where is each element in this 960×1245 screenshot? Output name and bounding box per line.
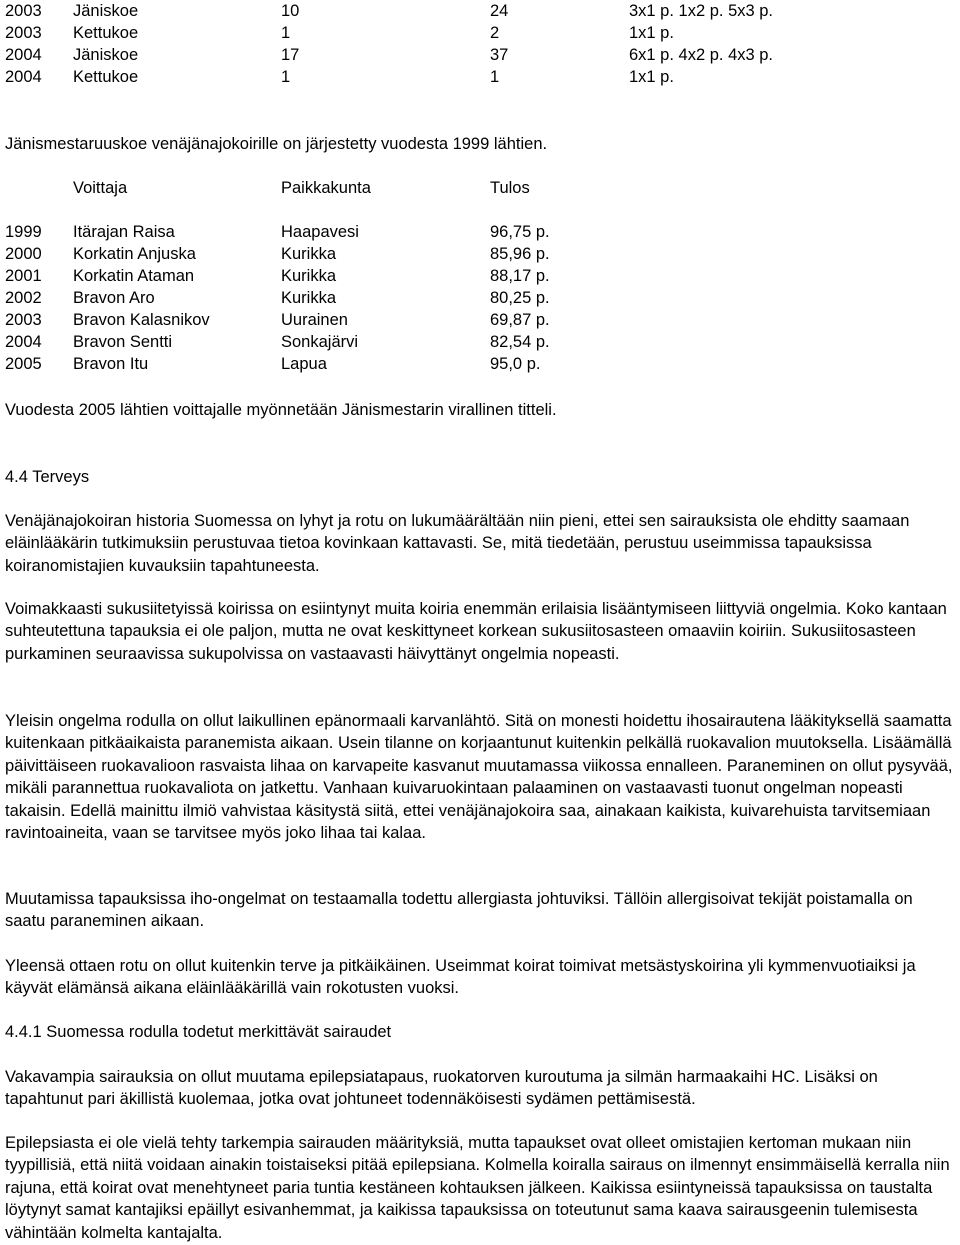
trial-cell: Jäniskoe [73, 46, 139, 64]
table-row [5, 22, 955, 44]
place-cell: Uurainen [281, 311, 348, 329]
winner-cell: Korkatin Anjuska [73, 245, 196, 263]
title-note: Vuodesta 2005 lähtien voittajalle myönnetään Jänismestarin virallinen titteli. [5, 401, 557, 419]
winner-cell: Itärajan Raisa [73, 223, 175, 241]
trial-cell: Kettukoe [73, 24, 139, 42]
subsection-heading: 4.4.1 Suomessa rodulla todetut merkittävät sairaudet [5, 1023, 392, 1041]
paragraph: Voimakkaasti sukusiitetyissä koirissa on esiintynyt muita koiria enemmän erilaisia lisääntymiseen liittyviä ongelmia. Koko kantaan suhteutettuna tapauksia ei ole paljon, mutta ne ovat keskittyneet korkean sukusiitosasteen omaaviin koiriin. Sukusiitosasteen purkaminen seuraavissa sukupolvissa on vastaavasti häivyttänyt ongelmia nopeasti. [5, 600, 947, 663]
year-cell: 2001 [5, 267, 42, 285]
paragraph: Venäjänajokoiran historia Suomessa on lyhyt ja rotu on lukumäärältään niin pieni, ettei sen sairauksista ole ehditty saamaan eläinlääkärin tutkimuksiin perustuvaa tietoa kovinkaan kattavasti. Se, mitä tiedetään, perustuu useimmissa tapauksissa koiranomistajien kuvauksiin tapahtuneesta. [5, 512, 910, 575]
count-cell: 24 [490, 2, 509, 20]
table-row [5, 353, 955, 375]
winners-table [5, 177, 955, 375]
place-cell: Kurikka [281, 267, 337, 285]
winner-cell: Bravon Sentti [73, 333, 173, 351]
winner-cell: Bravon Aro [73, 289, 155, 307]
year-cell: 2004 [5, 46, 42, 64]
column-header-place: Paikkakunta [281, 179, 371, 197]
year-cell: 2003 [5, 24, 42, 42]
paragraph: Muutamissa tapauksissa iho-ongelmat on testaamalla todettu allergiasta johtuviksi. Tällöin allergisoivat tekijät poistamalla on saatu paraneminen aikaan. [5, 890, 913, 931]
count-cell: 1 [281, 68, 291, 86]
year-cell: 2002 [5, 289, 42, 307]
table-row [5, 309, 955, 331]
awards-cell: 1x1 p. [629, 68, 674, 86]
year-cell: 2004 [5, 68, 42, 86]
result-cell: 85,96 p. [490, 245, 550, 263]
table-row [5, 331, 955, 353]
place-cell: Haapavesi [281, 223, 359, 241]
paragraph: Yleisin ongelma rodulla on ollut laikullinen epänormaali karvanlähtö. Sitä on monesti hoidettu ihosairautena lääkityksellä saamatta kuitenkaan pitkäaikaista paranemista aikaan. Usein tilanne on korjaantunut kuitenkin pelkällä ruokavalion muutoksella. Lisäämällä päivittäiseen ruokavalioon rasvaista lihaa on karvapeite kasvanut muutamassa viikossa ennalleen. Paraneminen on ollut pysyvää, mikäli parannettua ruokavaliota on jatkettu. Vanhaan kuivaruokintaan palaaminen on vastaavasti tuonut ongelman nopeasti takaisin. Edellä mainittu ilmiö vahvistaa käsitystä siitä, ettei venäjänajokoira saa, ainakaan kaikista, kuivarehuista tarvitsemiaan ravintoaineita, vaan se tarvitsee myös joko lihaa tai kalaa. [5, 712, 953, 843]
table-row [5, 0, 955, 22]
table-row [5, 221, 955, 243]
result-cell: 82,54 p. [490, 333, 550, 351]
year-cell: 2004 [5, 333, 42, 351]
table-row [5, 243, 955, 265]
winner-cell: Bravon Kalasnikov [73, 311, 210, 329]
place-cell: Kurikka [281, 289, 337, 307]
place-cell: Kurikka [281, 245, 337, 263]
year-cell: 2003 [5, 2, 42, 20]
place-cell: Lapua [281, 355, 327, 373]
awards-cell: 3x1 p. 1x2 p. 5x3 p. [629, 2, 774, 20]
count-cell: 10 [281, 2, 300, 20]
trial-cell: Kettukoe [73, 68, 139, 86]
result-cell: 88,17 p. [490, 267, 550, 285]
awards-cell: 6x1 p. 4x2 p. 4x3 p. [629, 46, 774, 64]
winner-cell: Bravon Itu [73, 355, 149, 373]
section-heading: 4.4 Terveys [5, 468, 90, 486]
table-row [5, 66, 955, 88]
count-cell: 37 [490, 46, 509, 64]
count-cell: 1 [281, 24, 291, 42]
table-row [5, 44, 955, 66]
result-cell: 96,75 p. [490, 223, 550, 241]
table-row [5, 287, 955, 309]
count-cell: 2 [490, 24, 500, 42]
result-cell: 80,25 p. [490, 289, 550, 307]
table-row [5, 265, 955, 287]
year-cell: 2005 [5, 355, 42, 373]
championship-intro: Jänismestaruuskoe venäjänajokoirille on järjestetty vuodesta 1999 lähtien. [5, 135, 548, 153]
paragraph: Yleensä ottaen rotu on ollut kuitenkin terve ja pitkäikäinen. Useimmat koirat toimivat metsästyskoirina yli kymmenvuotiaiksi ja käyvät elämänsä aikana eläinlääkärillä vain rokotusten vuoksi. [5, 957, 916, 998]
year-cell: 2003 [5, 311, 42, 329]
trial-cell: Jäniskoe [73, 2, 139, 20]
table-header [5, 177, 955, 199]
year-cell: 2000 [5, 245, 42, 263]
trial-results-table [5, 0, 955, 88]
awards-cell: 1x1 p. [629, 24, 674, 42]
year-cell: 1999 [5, 223, 42, 241]
paragraph: Epilepsiasta ei ole vielä tehty tarkempia sairauden määrityksiä, mutta tapaukset ovat olleet omistajien kertoman mukaan niin tyypillisiä, että niitä voidaan ainakin toistaiseksi pitää epilepsiana. Kolmella koiralla sairaus on ilmennyt ensimmäisellä kerralla niin rajuna, että koirat ovat menehtyneet paria tuntia kestäneen kohtauksen jälkeen. Kaikissa esiintyneissä tapauksissa on taustalta löytynyt samat kantajiksi epäillyt esivanhemmat, ja kaikissa tapauksissa on toteutunut sama kaava sairausgeenin tulemisesta vähintään kolmelta kantajalta. [5, 1134, 950, 1242]
paragraph: Vakavampia sairauksia on ollut muutama epilepsiatapaus, ruokatorven kuroutuma ja silmän harmaakaihi HC. Lisäksi on tapahtunut pari äkillistä kuolemaa, jotka ovat johtuneet todennäköisesti sydämen pettämisestä. [5, 1068, 878, 1109]
result-cell: 69,87 p. [490, 311, 550, 329]
column-header-result: Tulos [490, 179, 530, 197]
count-cell: 17 [281, 46, 300, 64]
place-cell: Sonkajärvi [281, 333, 359, 351]
count-cell: 1 [490, 68, 500, 86]
winner-cell: Korkatin Ataman [73, 267, 195, 285]
column-header-winner: Voittaja [73, 179, 128, 197]
result-cell: 95,0 p. [490, 355, 541, 373]
